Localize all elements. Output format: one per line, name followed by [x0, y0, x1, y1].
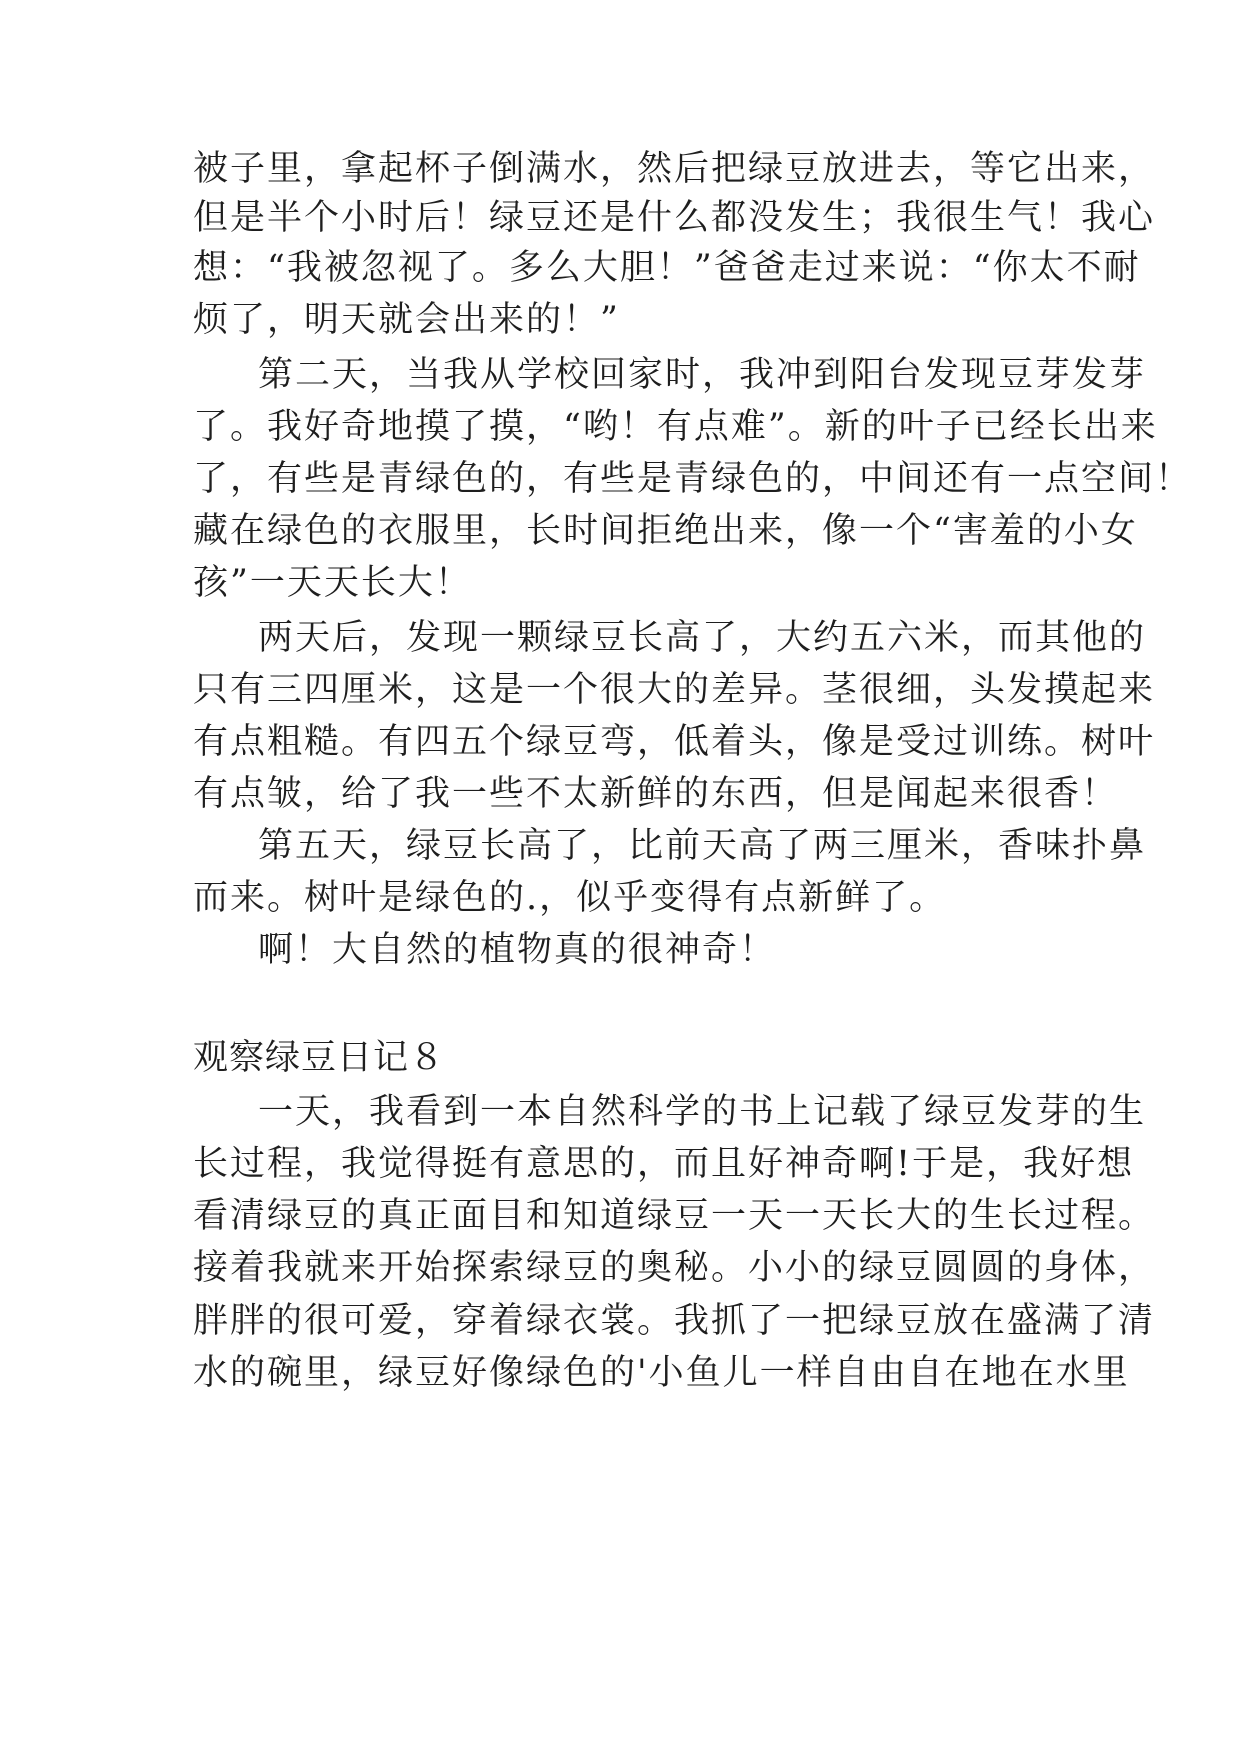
text-line: 第二天，当我从学校回家时，我冲到阳台发现豆芽发芽 [258, 355, 1147, 395]
text-line: 第五天，绿豆长高了，比前天高了两三厘米，香味扑鼻 [258, 826, 1147, 866]
text-line: 只有三四厘米，这是一个很大的差异。茎很细，头发摸起来 [193, 670, 1156, 710]
text-line: 接着我就来开始探索绿豆的奥秘。小小的绿豆圆圆的身体， [193, 1248, 1156, 1288]
text-line: 看清绿豆的真正面目和知道绿豆一天一天长大的生长过程。 [193, 1196, 1156, 1236]
text-line: 胖胖的很可爱，穿着绿衣裳。我抓了一把绿豆放在盛满了清 [193, 1301, 1156, 1341]
text-line: 水的碗里，绿豆好像绿色的'小鱼儿一样自由自在地在水里 [193, 1353, 1130, 1393]
text-line: 有点皱，给了我一些不太新鲜的东西，但是闻起来很香！ [193, 774, 1119, 814]
text-line: 孩”一天天长大！ [193, 563, 472, 603]
text-line: 而来。树叶是绿色的.，似乎变得有点新鲜了。 [193, 878, 947, 918]
text-line: 了。我好奇地摸了摸，“哟！有点难”。新的叶子已经长出来 [193, 407, 1158, 447]
text-line: 一天，我看到一本自然科学的书上记载了绿豆发芽的生 [258, 1092, 1147, 1132]
text-line: 烦了，明天就会出来的！” [193, 300, 620, 340]
text-line: 两天后，发现一颗绿豆长高了，大约五六米，而其他的 [258, 618, 1147, 658]
text-line: 啊！大自然的植物真的很神奇！ [258, 930, 777, 970]
section-title: 观察绿豆日记８ [193, 1038, 446, 1078]
text-line: 了，有些是青绿色的，有些是青绿色的，中间还有一点空间！ [193, 459, 1193, 499]
text-line: 有点粗糙。有四五个绿豆弯，低着头，像是受过训练。树叶 [193, 722, 1156, 762]
text-line: 藏在绿色的衣服里，长时间拒绝出来，像一个“害羞的小女 [193, 511, 1138, 551]
text-line: 长过程，我觉得挺有意思的，而且好神奇啊!于是，我好想 [193, 1144, 1135, 1184]
text-line: 被子里，拿起杯子倒满水，然后把绿豆放进去，等它出来， [193, 149, 1156, 189]
text-line: 但是半个小时后！绿豆还是什么都没发生；我很生气！我心 [193, 198, 1156, 238]
text-line: 想：“我被忽视了。多么大胆！”爸爸走过来说：“你太不耐 [193, 248, 1141, 288]
